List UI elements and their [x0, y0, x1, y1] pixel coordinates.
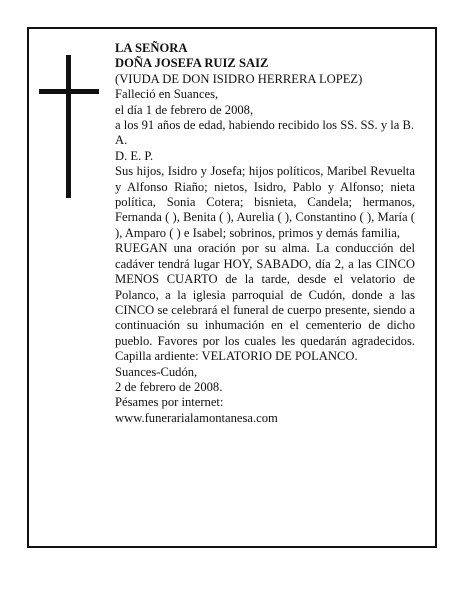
- place-date: 2 de febrero de 2008.: [115, 379, 223, 394]
- family-paragraph: Sus hijos, Isidro y Josefa; hijos políticos, Maribel Revuelta y Alfonso Riaño; nietos, Isidro, Pablo y Alfonso; nieta política, Sonia Cotera; bisnieta, Candela; hermanos, Fernanda ( ), Benita ( ), Aurelia ( ), Constantino ( ), María ( ), Amparo ( ) e Isabel; sobrinos, primos y demás familia,: [115, 164, 415, 240]
- heading-title: LA SEÑORA: [115, 41, 188, 55]
- condolences-label: Pésames por internet:: [115, 395, 224, 410]
- obituary-text: [115, 41, 415, 426]
- request-paragraph: RUEGAN una oración por su alma. La conducción del cadáver tendrá lugar HOY, SABADO, día 2, a las CINCO MENOS CUARTO de la tarde, desde el velatorio de Polanco, a la iglesia parroquial de Cudón, donde a las CINCO se celebrará el funeral de cuerpo presente, siendo a continuación su inhumación en el cementerio de dicho pueblo. Favores por los cuales les quedarán agradecidos. Capilla ardiente: VELATORIO DE POLANCO.: [115, 241, 415, 364]
- widow-line: (VIUDA DE DON ISIDRO HERRERA LOPEZ): [115, 71, 363, 86]
- died-in: Falleció en Suances,: [115, 87, 219, 102]
- age-line: a los 91 años de edad, habiendo recibido los SS. SS. y la B. A.: [115, 118, 415, 148]
- cross-horizontal-bar: [39, 89, 99, 94]
- website-link[interactable]: www.funerarialamontanesa.com: [115, 410, 278, 425]
- cross-vertical-bar: [66, 55, 71, 198]
- cross-icon: [39, 55, 99, 198]
- place-line: Suances-Cudón,: [115, 364, 198, 379]
- obituary-frame: [27, 27, 437, 548]
- dep-line: D. E. P.: [115, 148, 154, 163]
- death-date: el día 1 de febrero de 2008,: [115, 102, 254, 117]
- deceased-name: DOÑA JOSEFA RUIZ SAIZ: [115, 56, 269, 71]
